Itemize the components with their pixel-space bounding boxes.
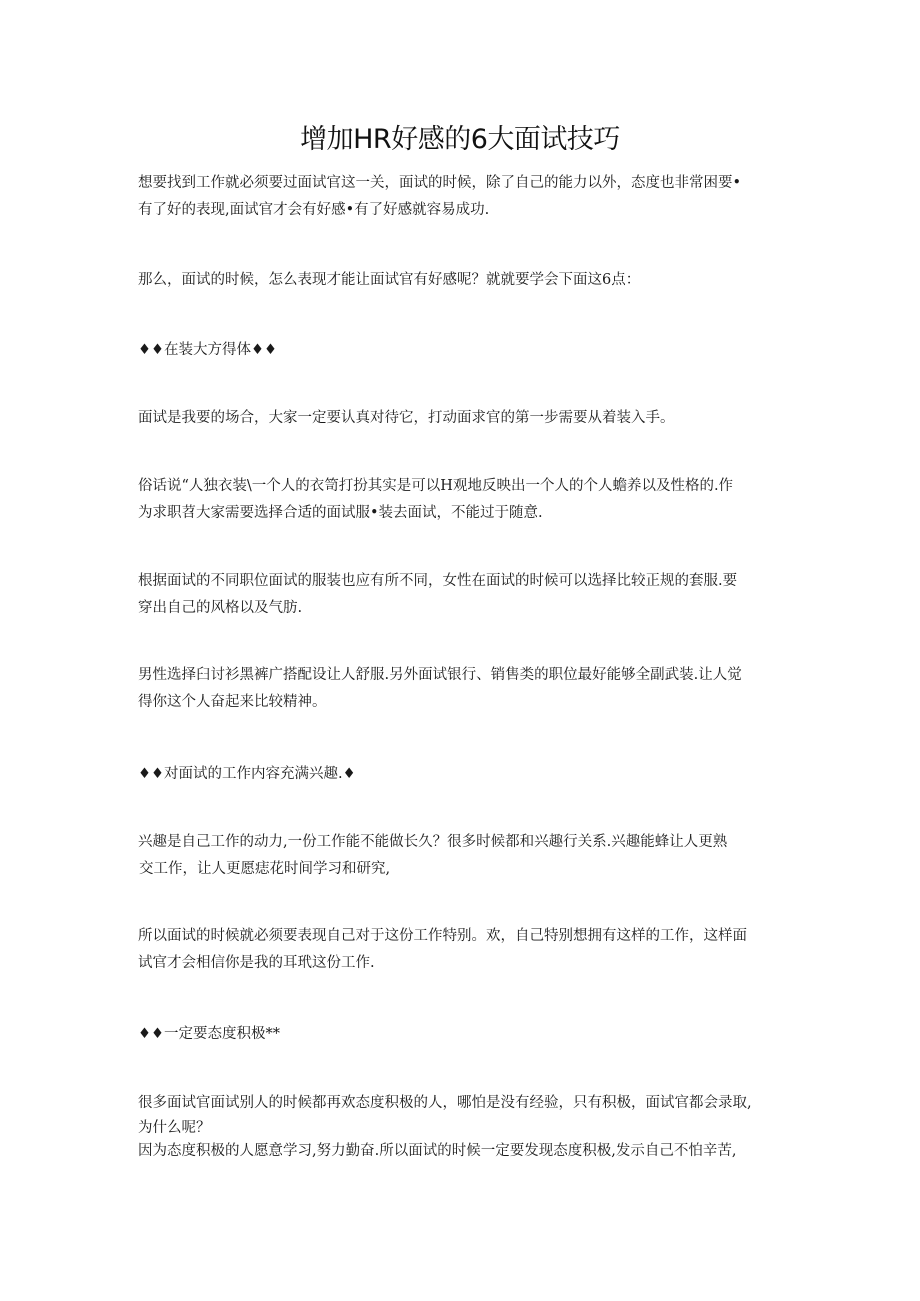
text-line: 因为态度积极的人愿意学习,努力勤奋.所以面试的时候一定要发现态度积极,发示自己不怕辛苦,	[138, 1143, 737, 1159]
text-line: 穿出自己的风格以及气肪.	[138, 600, 303, 616]
section-heading-attire: ♦♦在装大方得体♦♦	[138, 342, 277, 358]
text-line: 交工作，让人更愿痣花时间学习和研究,	[139, 861, 391, 877]
interest-paragraph	[138, 829, 788, 883]
intro-paragraph	[138, 170, 788, 224]
text-line: 所以面试的时候就必须要表现自己对于这份工作特别。欢，自己特别想拥有这样的工作，这样面	[138, 928, 747, 944]
text-line: 为求职苕大家需要选择合适的面试服•装去面试，不能过于随意.	[138, 505, 543, 521]
proverb-paragraph	[138, 473, 788, 527]
document-title: 增加HR好感的6大面试技巧	[300, 124, 620, 155]
text-line: 面试是我要的场合，大家一定要认真对待它，打动面求官的第一步需要从着装入手。	[138, 410, 675, 426]
text-line: 兴趣是自己工作的动力,一份工作能不能做长久？很多时候都和兴趣行关系.兴趣能蜂让人更熟	[138, 834, 728, 850]
section-heading-attitude: ♦♦一定要态度积极**	[138, 1026, 280, 1042]
attire-paragraph	[138, 405, 788, 432]
show-interest-paragraph	[138, 923, 788, 977]
section-heading-interest: ♦♦对面试的工作内容充满兴趣.♦	[138, 766, 356, 782]
female-attire-paragraph	[138, 568, 788, 622]
question-paragraph	[138, 267, 788, 294]
attitude-paragraph	[138, 1090, 788, 1163]
text-line: 根据面试的不同职位面试的服装也应有所不同，女性在面试的时候可以选择比较正规的套服.要	[138, 573, 738, 589]
text-line: 试官才会相信你是我的耳玳这份工作.	[138, 955, 375, 971]
text-line: 很多面试官面试别人的时候都再欢态度积极的人，哪怕是没有经验，只有积极，面试官都会录取,	[138, 1095, 752, 1111]
male-attire-paragraph	[138, 662, 788, 716]
text-line: 想要找到工作就必须要过面试官这一关，面试的时候，除了自己的能力以外，态度也非常困要•	[138, 175, 742, 191]
text-line: 俗话说“人独衣装\一个人的衣笥打扮其实是可以H观地反映出一个人的个人蟾养以及性格的.作	[138, 478, 734, 494]
text-line: 为什么呢？	[138, 1120, 211, 1136]
text-line: 有了好的表现,面试官才会有好感•有了好感就容易成功.	[138, 202, 490, 218]
text-line: 得你这个人奋起来比较精神。	[138, 694, 327, 710]
text-line: 男性选择臼讨衫黑裤广搭配设让人舒服.另外面试银行、销售类的职位最好能够全副武装.让人觉	[138, 667, 742, 683]
text-line: 那么，面试的时候，怎么表现才能让面试官有好感呢？就就要学会下面这6点：	[138, 272, 641, 288]
